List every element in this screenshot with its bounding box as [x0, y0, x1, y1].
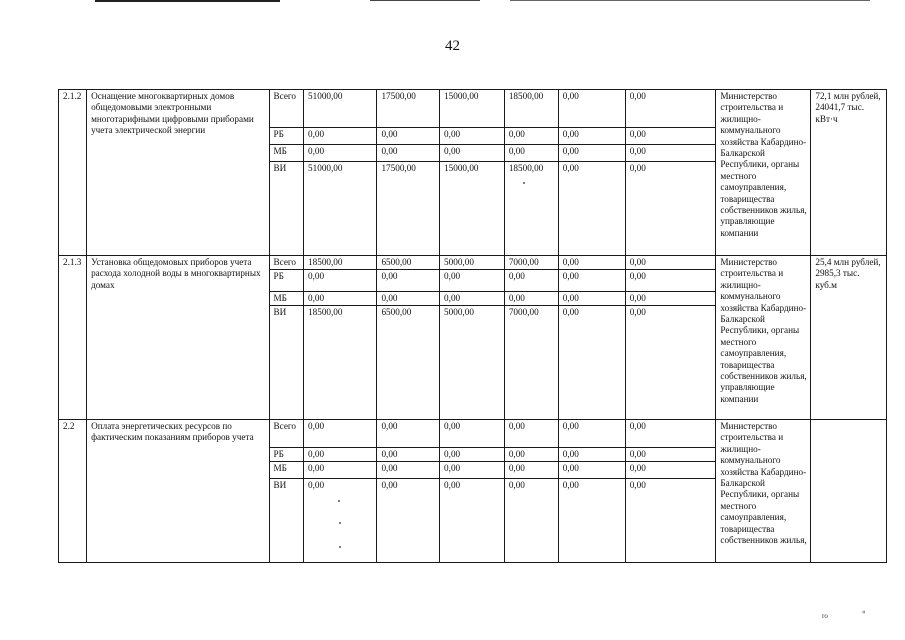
- result-cell: [811, 420, 887, 563]
- value-cell: 15000,00: [440, 162, 505, 256]
- value-cell: 6500,00: [377, 256, 440, 270]
- value-cell: 0,00: [504, 420, 558, 448]
- value-cell: 15000,00: [440, 90, 505, 128]
- value-cell: 0,00: [504, 270, 558, 292]
- value-cell: 0,00: [440, 448, 505, 462]
- value-cell: 0,00: [377, 420, 440, 448]
- result-cell: 72,1 млн рублей, 24041,7 тыс. кВт·ч: [811, 90, 887, 256]
- value-cell: 0,00: [558, 462, 625, 479]
- value-cell: 0,00: [625, 479, 716, 563]
- value-cell: 0,00: [625, 448, 716, 462]
- table-row: [59, 256, 887, 270]
- page-number: 42: [445, 38, 460, 54]
- value-cell: 0,00: [377, 128, 440, 145]
- value-cell: 0,00: [377, 270, 440, 292]
- value-cell: 18500,00: [504, 90, 558, 128]
- source-cell: МБ: [269, 145, 304, 162]
- row-name: Оплата энергетических ресурсов по фактическим показаниям приборов учета: [87, 420, 269, 563]
- value-cell: 0,00: [440, 462, 505, 479]
- top-rule: [370, 0, 480, 1]
- value-cell: 0,00: [558, 145, 625, 162]
- value-cell: 0,00: [504, 448, 558, 462]
- value-cell: 0,00: [558, 162, 625, 256]
- source-cell: РБ: [269, 448, 304, 462]
- source-cell: Всего: [269, 420, 304, 448]
- value-cell: 6500,00: [377, 306, 440, 420]
- program-table: [58, 89, 887, 563]
- value-cell: 0,00: [304, 462, 377, 479]
- executor-cell: Министерство строительства и жилищно-коммунального хозяйства Кабардино-Балкарской Республики, органы местного самоуправления, товарищества собственников жилья,: [716, 420, 811, 563]
- value-cell: 0,00: [504, 479, 558, 563]
- value-cell: 0,00: [625, 292, 716, 306]
- value-cell: 51000,00: [304, 90, 377, 128]
- row-name: Оснащение многоквартирных домов общедомовыми электронными многотарифными цифровыми приборами учета электрической энергии: [87, 90, 269, 256]
- value-cell: 0,00: [440, 145, 505, 162]
- executor-cell: Министерство строительства и жилищно-коммунального хозяйства Кабардино-Балкарской Республики, органы местного самоуправления, товарищества собственников жилья, управляющие компании: [716, 256, 811, 420]
- value-cell: 5000,00: [440, 256, 505, 270]
- source-cell: ВИ: [269, 162, 304, 256]
- value-cell: 0,00: [558, 270, 625, 292]
- value-cell: 0,00: [504, 128, 558, 145]
- source-cell: РБ: [269, 128, 304, 145]
- value-cell: 0,00: [625, 256, 716, 270]
- scan-speck: [523, 182, 525, 184]
- value-cell: 0,00: [377, 292, 440, 306]
- value-cell: 7000,00: [504, 256, 558, 270]
- value-cell: 0,00: [558, 420, 625, 448]
- top-rule: [510, 0, 870, 1]
- value-cell: 0,00: [304, 128, 377, 145]
- value-cell: 0,00: [440, 270, 505, 292]
- value-cell: 18500,00: [304, 306, 377, 420]
- source-cell: РБ: [269, 270, 304, 292]
- value-cell: 0,00: [304, 448, 377, 462]
- value-cell: 0,00: [304, 292, 377, 306]
- value-cell: 0,00: [558, 479, 625, 563]
- value-cell: 0,00: [625, 270, 716, 292]
- value-cell: 0,00: [625, 306, 716, 420]
- value-cell: 18500,00: [304, 256, 377, 270]
- source-cell: МБ: [269, 462, 304, 479]
- value-cell: 0,00: [558, 306, 625, 420]
- source-cell: Всего: [269, 256, 304, 270]
- scan-speck: [339, 522, 341, 524]
- value-cell: 18500,00: [504, 162, 558, 256]
- scan-speck: [338, 500, 340, 502]
- row-number: 2.1.3: [59, 256, 87, 420]
- result-cell: 25,4 млн рублей, 2985,3 тыс. куб.м: [811, 256, 887, 420]
- value-cell: 17500,00: [377, 162, 440, 256]
- value-cell: 0,00: [377, 448, 440, 462]
- value-cell: 0,00: [625, 128, 716, 145]
- value-cell: 0,00: [440, 420, 505, 448]
- top-rule: [95, 0, 280, 2]
- row-number: 2.2: [59, 420, 87, 563]
- value-cell: 0,00: [377, 479, 440, 563]
- value-cell: 0,00: [558, 128, 625, 145]
- table-row: [59, 90, 887, 128]
- value-cell: 0,00: [558, 448, 625, 462]
- value-cell: 0,00: [440, 479, 505, 563]
- value-cell: 0,00: [377, 462, 440, 479]
- table-row: [59, 420, 887, 448]
- scan-mark: ro: [822, 612, 828, 620]
- value-cell: 17500,00: [377, 90, 440, 128]
- value-cell: 0,00: [558, 292, 625, 306]
- value-cell: 7000,00: [504, 306, 558, 420]
- value-cell: 0,00: [625, 420, 716, 448]
- value-cell: 0,00: [625, 462, 716, 479]
- value-cell: 0,00: [625, 162, 716, 256]
- executor-cell: Министерство строительства и жилищно-коммунального хозяйства Кабардино-Балкарской Республики, органы местного самоуправления, товарищества собственников жилья, управляющие компании: [716, 90, 811, 256]
- source-cell: Всего: [269, 90, 304, 128]
- value-cell: 0,00: [558, 90, 625, 128]
- value-cell: 0,00: [304, 479, 377, 563]
- value-cell: 51000,00: [304, 162, 377, 256]
- source-cell: ВИ: [269, 479, 304, 563]
- value-cell: 0,00: [440, 128, 505, 145]
- value-cell: 0,00: [440, 292, 505, 306]
- value-cell: 0,00: [504, 462, 558, 479]
- source-cell: МБ: [269, 292, 304, 306]
- value-cell: 0,00: [304, 145, 377, 162]
- value-cell: 0,00: [304, 270, 377, 292]
- value-cell: 5000,00: [440, 306, 505, 420]
- scan-mark: «: [862, 608, 866, 616]
- value-cell: 0,00: [504, 292, 558, 306]
- value-cell: 0,00: [304, 420, 377, 448]
- value-cell: 0,00: [625, 90, 716, 128]
- value-cell: 0,00: [558, 256, 625, 270]
- row-name: Установка общедомовых приборов учета расхода холодной воды в многоквартирных домах: [87, 256, 269, 420]
- value-cell: 0,00: [625, 145, 716, 162]
- value-cell: 0,00: [377, 145, 440, 162]
- source-cell: ВИ: [269, 306, 304, 420]
- row-number: 2.1.2: [59, 90, 87, 256]
- scan-speck: [339, 546, 341, 548]
- value-cell: 0,00: [504, 145, 558, 162]
